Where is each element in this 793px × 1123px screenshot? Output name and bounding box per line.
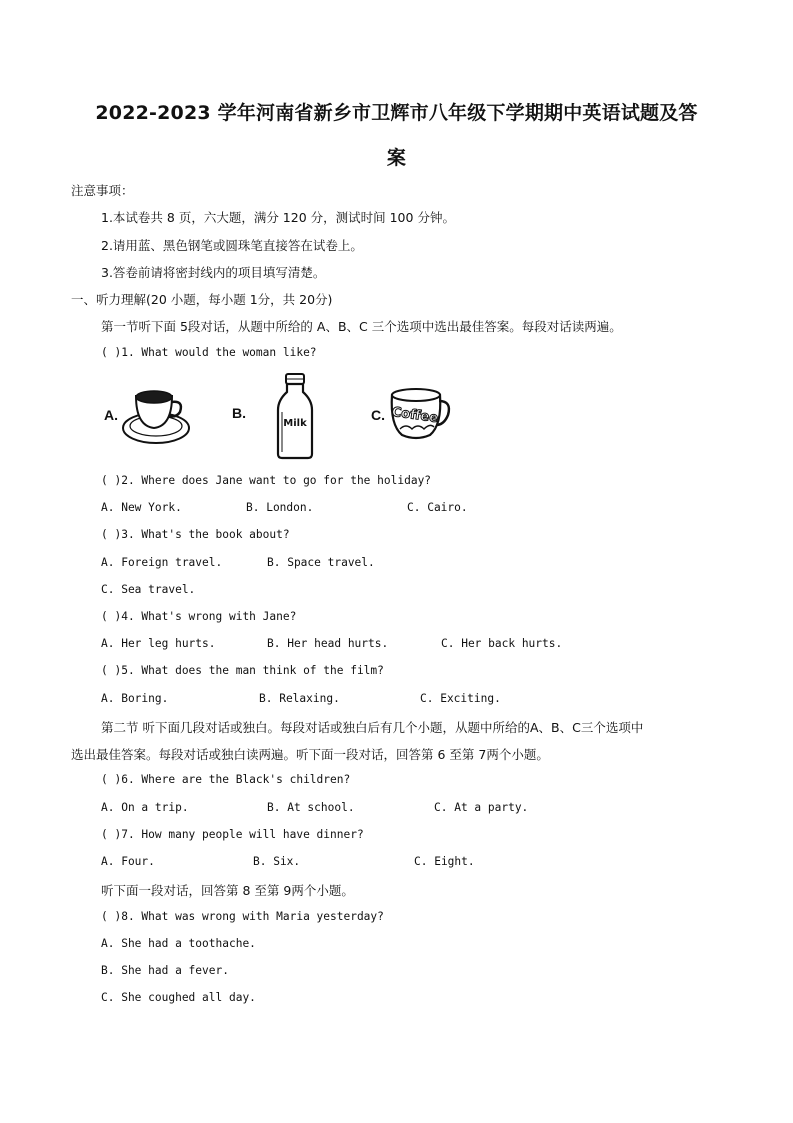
question-6-option-a: A. On a trip. [101, 801, 189, 814]
question-4-option-c: C. Her back hurts. [441, 637, 563, 650]
section-heading-listening: 一、听力理解(20 小题，每小题 1分，共 20分) [71, 292, 333, 307]
question-3-option-c: C. Sea travel. [101, 583, 196, 596]
coffee-mug-icon [386, 385, 452, 443]
question-6-option-c: C. At a party. [434, 801, 529, 814]
question-4-option-b: B. Her head hurts. [267, 637, 389, 650]
question-2-option-c: C. Cairo. [407, 501, 468, 514]
option-a-label: A. [104, 407, 118, 423]
notice-item-2: 2.请用蓝、黑色钢笔或圆珠笔直接答在试卷上。 [101, 238, 363, 253]
question-3-option-a: A. Foreign travel. [101, 556, 223, 569]
coffee-label-text: Coffee [390, 404, 440, 427]
question-5-stem: ( )5. What does the man think of the film? [101, 664, 384, 677]
question-5-option-b: B. Relaxing. [259, 692, 340, 705]
milk-label-text: Milk [283, 418, 307, 429]
question-3-option-b: B. Space travel. [267, 556, 375, 569]
part2-instructions-line2: 选出最佳答案。每段对话或独白读两遍。听下面一段对话，回答第 6 至第 7两个小题。 [71, 747, 549, 762]
coffee-cup-saucer-icon [120, 382, 192, 448]
option-c-label: C. [371, 407, 385, 423]
option-b-label: B. [232, 405, 246, 421]
question-4-stem: ( )4. What's wrong with Jane? [101, 610, 297, 623]
notice-item-3: 3.答卷前请将密封线内的项目填写清楚。 [101, 265, 326, 280]
question-7-option-b: B. Six. [253, 855, 301, 868]
question-5-option-a: A. Boring. [101, 692, 169, 705]
question-7-stem: ( )7. How many people will have dinner? [101, 828, 364, 841]
question-5-option-c: C. Exciting. [420, 692, 501, 705]
notice-heading: 注意事项： [71, 183, 134, 198]
question-3-stem: ( )3. What's the book about? [101, 528, 290, 541]
question-2-option-a: A. New York. [101, 501, 182, 514]
question-8-option-c: C. She coughed all day. [101, 991, 256, 1004]
question-6-option-b: B. At school. [267, 801, 355, 814]
page-title: 2022-2023 学年河南省新乡市卫辉市八年级下学期期中英语试题及答 [95, 102, 698, 124]
question-7-option-a: A. Four. [101, 855, 155, 868]
question-2-option-b: B. London. [246, 501, 314, 514]
question-8-option-a: A. She had a toothache. [101, 937, 256, 950]
notice-item-1: 1.本试卷共 8 页，六大题，满分 120 分，测试时间 100 分钟。 [101, 210, 455, 225]
part2-instructions-line1: 第二节 听下面几段对话或独白。每段对话或独白后有几个小题，从题中所给的A、B、C三个选项中 [101, 720, 644, 735]
question-1-stem: ( )1. What would the woman like? [101, 346, 317, 359]
milk-bottle-icon [274, 372, 316, 460]
question-6-stem: ( )6. Where are the Black's children? [101, 773, 351, 786]
question-2-stem: ( )2. Where does Jane want to go for the holiday? [101, 474, 432, 487]
question-8-stem: ( )8. What was wrong with Maria yesterday? [101, 910, 384, 923]
page-title-continued: 案 [386, 147, 407, 169]
part1-instructions: 第一节听下面 5段对话，从题中所给的 A、B、C 三个选项中选出最佳答案。每段对话读两遍。 [101, 319, 622, 334]
question-4-option-a: A. Her leg hurts. [101, 637, 216, 650]
dialog-2-instructions: 听下面一段对话，回答第 8 至第 9两个小题。 [101, 883, 354, 898]
question-7-option-c: C. Eight. [414, 855, 475, 868]
question-8-option-b: B. She had a fever. [101, 964, 229, 977]
